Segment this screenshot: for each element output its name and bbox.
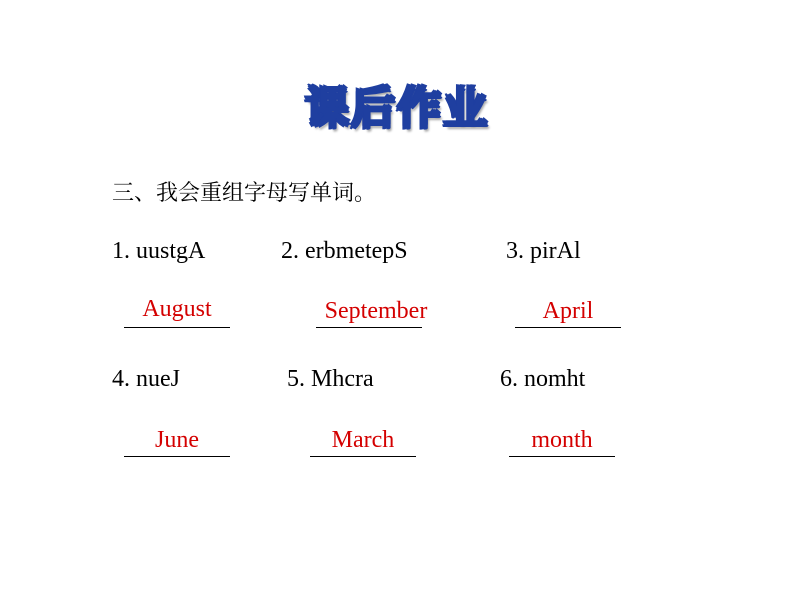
question-1-answer: August <box>142 296 212 322</box>
question-3-prompt: 3. pirAl <box>506 238 581 264</box>
instruction-text: 三、我会重组字母写单词。 <box>112 181 377 206</box>
question-5-prompt: 5. Mhcra <box>287 366 374 392</box>
question-6-prompt: 6. nomht <box>500 366 586 392</box>
question-6-blank-line <box>509 456 615 457</box>
question-3-blank-line <box>515 327 621 328</box>
question-5-blank-line <box>310 456 416 457</box>
question-1-prompt: 1. uustgA <box>112 238 206 264</box>
question-2-prompt: 2. erbmetepS <box>281 238 408 264</box>
question-6-answer: month <box>531 427 593 453</box>
question-2-answer: September <box>324 298 428 324</box>
question-3-answer: April <box>542 298 594 324</box>
question-4-answer: June <box>155 427 199 453</box>
question-1-blank-line <box>124 327 230 328</box>
question-2-blank-line <box>316 327 422 328</box>
question-5-answer: March <box>331 427 395 453</box>
question-4-blank-line <box>124 456 230 457</box>
page-title: 课后作业 <box>305 83 489 134</box>
question-4-prompt: 4. nueJ <box>112 366 180 392</box>
